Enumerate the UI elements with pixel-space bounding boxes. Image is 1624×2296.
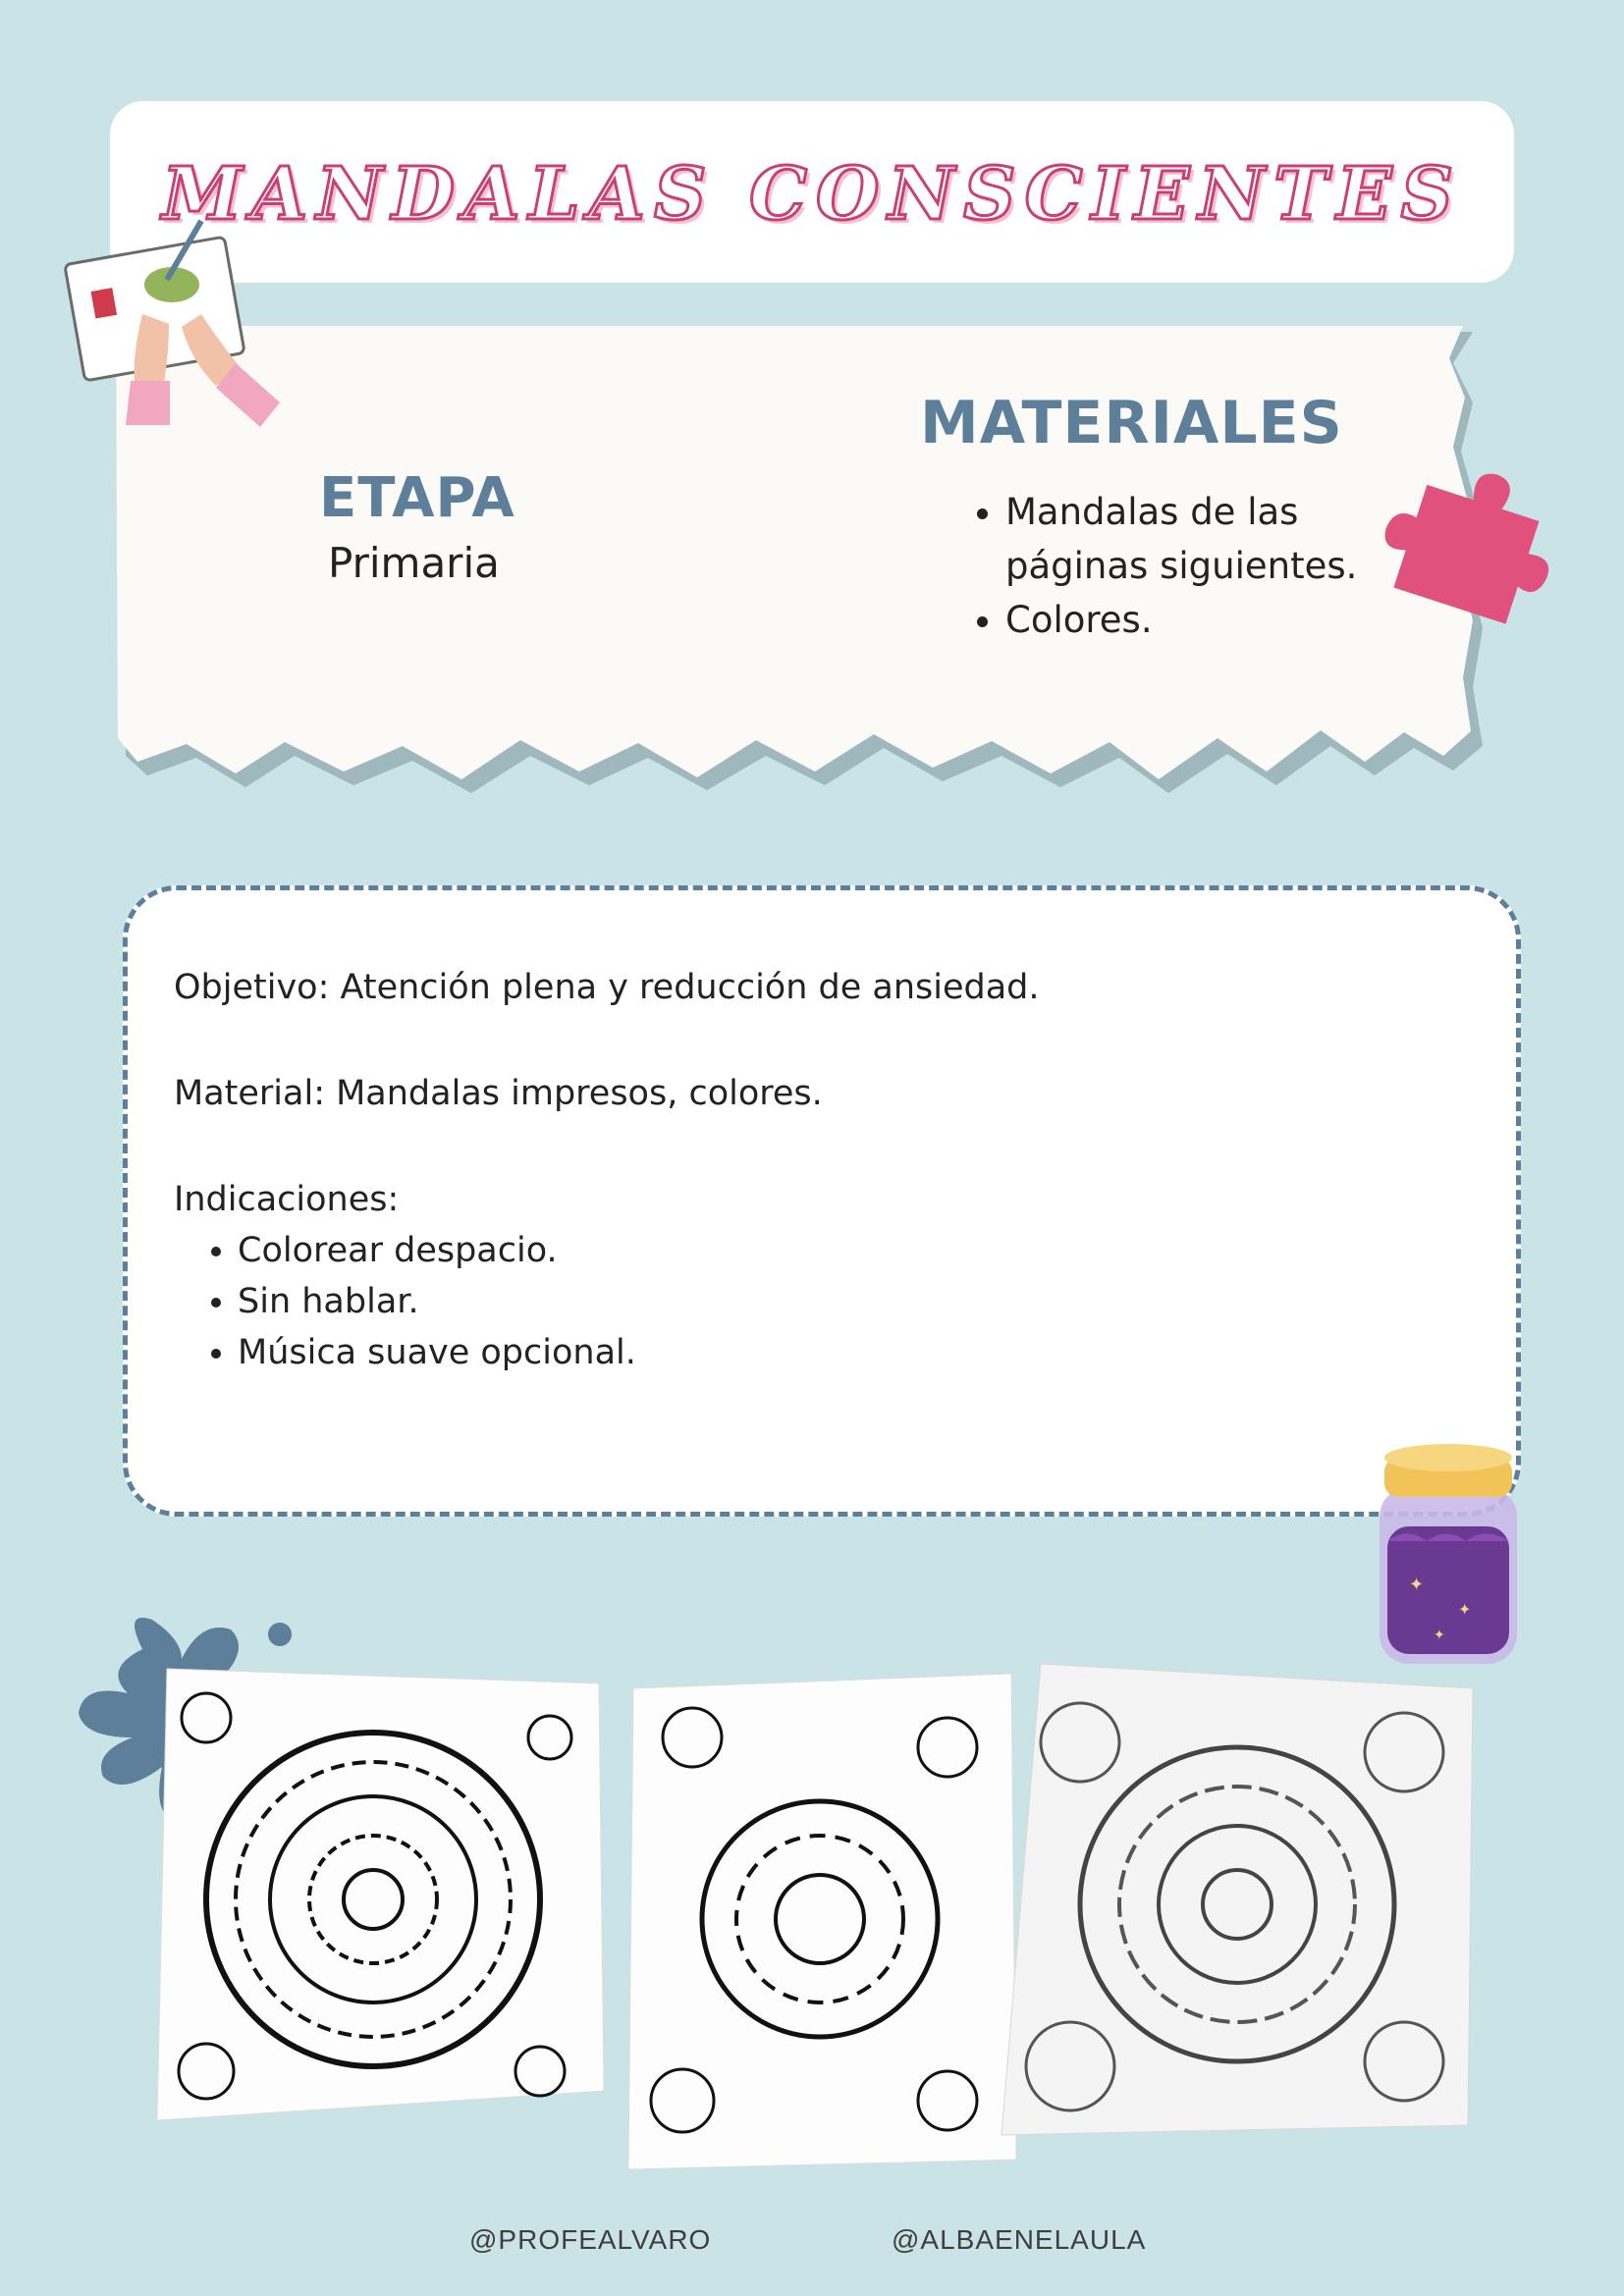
instruction-item: • Colorear despacio. xyxy=(238,1225,1040,1276)
svg-text:✦: ✦ xyxy=(1409,1575,1425,1595)
stage-heading: ETAPA xyxy=(319,466,515,530)
instruction-item: • Sin hablar. xyxy=(238,1276,1040,1327)
activity-text xyxy=(174,962,1040,1378)
svg-text:✦: ✦ xyxy=(1458,1600,1472,1619)
materials-item: • Colores. xyxy=(1005,593,1398,647)
puzzle-piece-icon xyxy=(1380,461,1556,633)
materials-list xyxy=(964,485,1398,647)
instructions-list xyxy=(174,1225,1040,1378)
jam-jar-icon xyxy=(1350,1433,1542,1679)
mandala-coloring-page-1 xyxy=(147,1659,609,2130)
mandala-coloring-page-3 xyxy=(992,1664,1483,2155)
footer-handle-right: @ALBAENELAULA xyxy=(892,2224,1147,2255)
page-title: MANDALAS CONSCIENTES xyxy=(161,152,1463,237)
stage-value: Primaria xyxy=(328,539,500,587)
activity-material: Material: Mandalas impresos, colores. xyxy=(174,1074,823,1113)
svg-text:✦: ✦ xyxy=(1434,1628,1445,1643)
mandala-coloring-page-2 xyxy=(614,1669,1026,2179)
activity-objective: Objetivo: Atención plena y reducción de ansiedad. xyxy=(174,968,1040,1007)
instruction-item: • Música suave opcional. xyxy=(238,1327,1040,1378)
footer-handle-left: @PROFEALVARO xyxy=(469,2224,712,2255)
materials-item: • Mandalas de las páginas siguientes. xyxy=(1005,485,1398,593)
materials-heading: MATERIALES xyxy=(920,389,1343,457)
instructions-label: Indicaciones: xyxy=(174,1180,400,1219)
hands-cutting-paper-icon xyxy=(54,206,295,432)
